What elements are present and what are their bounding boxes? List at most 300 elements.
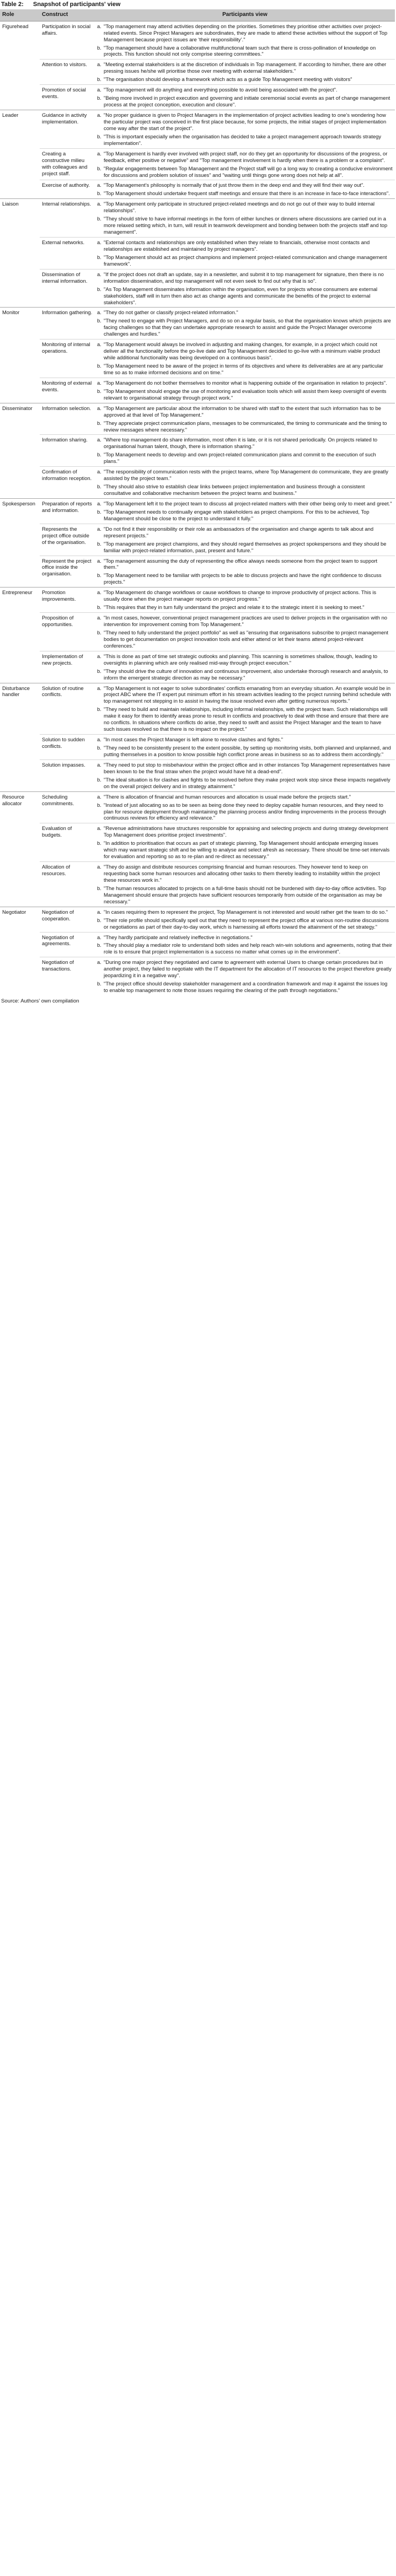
point-text: "They hardly participate and relatively ineffective in negotiations."	[104, 934, 253, 940]
participants-view-cell	[95, 957, 395, 995]
point-marker: b.	[97, 776, 101, 783]
view-point	[97, 388, 393, 401]
participants-view-cell	[95, 735, 395, 760]
table-row	[0, 524, 395, 556]
point-marker: a.	[97, 87, 101, 93]
point-text: "Revenue administrations have structures responsible for appraising and selecting projects and during strategy development Top Management does prioritise project investments".	[104, 825, 388, 838]
point-text: "This is done as part of time set strategic outlooks and planning. This scanning is sometimes shallow, though, leading to oversights in planning which are only realised mid-way through project execution."	[104, 653, 378, 666]
construct-cell: Scheduling commitments.	[40, 791, 95, 823]
point-marker: a.	[97, 112, 101, 118]
role-cell	[0, 85, 40, 110]
header-role: Role	[0, 9, 40, 21]
point-marker: b.	[97, 629, 101, 635]
view-point	[97, 215, 393, 235]
view-point	[97, 589, 393, 602]
point-marker: a.	[97, 557, 101, 564]
construct-cell: Preparation of reports and information.	[40, 498, 95, 524]
view-point	[97, 500, 393, 507]
point-text: "They should strive to have informal meetings in the form of either lunches or dinners where discussions are carried out in a more relaxed setting which, in turn, will result in teamwork development and bonding between both the projects staff and top management".	[104, 215, 388, 235]
construct-cell: Information sharing.	[40, 435, 95, 467]
point-text: "If the project does not draft an update, say in a newsletter, and submit it to top management for signature, then there is no information dissemination, and top management will not even seek to find out why that is so".	[104, 271, 384, 284]
point-text: "They need to put stop to misbehaviour within the project office and in other instances Top Management representatives have been known to be the final straw when the project would have hit a dead-end".	[104, 761, 390, 774]
source-note: Source: Authors’ own compilation	[1, 998, 79, 1004]
view-point	[97, 840, 393, 860]
construct-cell: External networks.	[40, 238, 95, 270]
table-label: Table 2:	[1, 1, 24, 8]
participants-view-cell	[95, 378, 395, 403]
construct-cell: Implementation of new projects.	[40, 651, 95, 683]
table-row	[0, 862, 395, 907]
participants-view-cell	[95, 907, 395, 932]
point-text: "In most cases, however, conventional project management practices are used to deliver projects in the organisation with no intervention for improvement coming from Top Management."	[104, 615, 388, 627]
participants-view-cell	[95, 148, 395, 180]
point-text: "They do not gather or classify project-related information."	[104, 309, 238, 316]
point-text: "Top Management do change workflows or cause workflows to change to improve productivity of project actions. This is usually done when the project manager reports on project progress."	[104, 589, 377, 602]
table-row	[0, 199, 395, 238]
participants-view-cell	[95, 199, 395, 238]
table-row	[0, 110, 395, 149]
point-marker: b.	[97, 604, 101, 611]
view-point	[97, 363, 393, 376]
view-point	[97, 604, 393, 611]
construct-cell: Information selection.	[40, 403, 95, 435]
point-text: "In cases requiring them to represent the project, Top Management is not interested and would rather get the team to do so."	[104, 908, 388, 915]
point-marker: a.	[97, 271, 101, 277]
point-marker: a.	[97, 61, 101, 68]
table-row	[0, 21, 395, 60]
point-text: "Top Management needs to continually engage with stakeholders as project champions. For this to be achieved, Top Management should be close to the project to understand it fully."	[104, 508, 370, 521]
point-text: "Top Management should act as project champions and implement project-related communication and change management framework".	[104, 254, 387, 267]
participants-view-cell	[95, 85, 395, 110]
view-point	[97, 87, 393, 93]
point-marker: a.	[97, 685, 101, 691]
construct-cell: Exercise of authority.	[40, 180, 95, 199]
role-cell	[0, 957, 40, 995]
table-row	[0, 180, 395, 199]
view-point	[97, 802, 393, 822]
view-point	[97, 45, 393, 58]
point-text: "They need to fully understand the project portfolio" as well as "ensuring that organisations subscribe to project management bodies to get documentation on project innovation tools and either attend or let their teams attend project-relevant conferences."	[104, 629, 389, 649]
construct-cell: Negotiation of transactions.	[40, 957, 95, 995]
view-point	[97, 436, 393, 450]
point-marker: b.	[97, 706, 101, 713]
participants-view-cell	[95, 556, 395, 588]
point-marker: b.	[97, 483, 101, 490]
construct-cell: Represents the project office outside of the organisation.	[40, 524, 95, 556]
view-point	[97, 254, 393, 267]
role-cell: Liaison	[0, 199, 40, 238]
construct-cell: Guidance in activity implementation.	[40, 110, 95, 149]
point-marker: a.	[97, 959, 101, 966]
point-text: "They need to build and maintain relationships, including informal relationships, with the project team. Such relationships will make it easy for them to identify areas prone to result in conflicts and proactively to deal with those and ensure that there are no conflicts. In situations where conflicts do arise, they need to swift and assist the Project Manager and the team to have such issues resolved so that there is no impact on the project."	[104, 706, 389, 732]
table-row	[0, 403, 395, 435]
view-point	[97, 483, 393, 497]
role-cell	[0, 435, 40, 467]
table-row	[0, 148, 395, 180]
role-cell	[0, 378, 40, 403]
view-point	[97, 825, 393, 838]
point-text: "As Top Management disseminates information within the organisation, even for projects whose consumers are external stakeholders, staff will in turn then also act as change agents and communicate the benefits of the project to external stakeholders".	[104, 285, 378, 305]
point-marker: b.	[97, 885, 101, 891]
role-cell	[0, 339, 40, 378]
point-text: "Do not find it their responsibility or their role as ambassadors of the organisation and change agents to talk about and represent projects."	[104, 525, 374, 538]
table-row	[0, 467, 395, 499]
point-marker: a.	[97, 908, 101, 915]
view-point	[97, 509, 393, 522]
point-text: "Top Management do not bother themselves to monitor what is happening outside of the organisation in relation to projects".	[104, 379, 387, 386]
role-cell	[0, 932, 40, 957]
point-text: "Top management assuming the duty of representing the office always needs someone from the project team to support them."	[104, 557, 378, 570]
point-marker: a.	[97, 182, 101, 188]
point-marker: b.	[97, 572, 101, 579]
point-marker: b.	[97, 419, 101, 426]
point-marker: b.	[97, 942, 101, 949]
participants-view-cell	[95, 651, 395, 683]
point-text: "Top Management’s philosophy is normally that of just throw them in the deep end and they will find their way out".	[104, 182, 365, 188]
view-point	[97, 668, 393, 681]
construct-cell: Promotion improvements.	[40, 588, 95, 613]
table-row	[0, 85, 395, 110]
participants-view-cell	[95, 823, 395, 862]
participants-view-cell	[95, 308, 395, 339]
point-marker: b.	[97, 540, 101, 547]
view-point	[97, 885, 393, 905]
header-participants-view: Participants view	[95, 9, 395, 21]
view-point	[97, 76, 393, 83]
view-point	[97, 112, 393, 132]
view-point	[97, 685, 393, 705]
point-text: "Top Management should undertake frequent staff meetings and ensure that there is an increase in face-to-face interactions".	[104, 190, 390, 197]
point-marker: b.	[97, 76, 101, 83]
point-text: "External contacts and relationships are only established when they relate to financials, otherwise most contacts and relationships are established and maintained by project managers".	[104, 239, 370, 252]
point-marker: b.	[97, 387, 101, 394]
point-marker: a.	[97, 934, 101, 940]
construct-cell: Attention to visitors.	[40, 60, 95, 85]
point-text: "They do assign and distribute resources comprising financial and human resources. They however tend to keep on requesting back some human resources and allocating other tasks to them thereby leading to instability within the project these resources work in."	[104, 864, 380, 883]
point-text: "The human resources allocated to projects on a full-time basis should not be burdened with day-to-day office activities. Top Management should ensure that projects have sufficient resources temporarily from outside of the organisation as may be necessary."	[104, 885, 387, 904]
point-text: "The organisation should develop a framework which acts as a guide Top Management meeting with visitors"	[104, 76, 352, 83]
participants-view-cell	[95, 613, 395, 651]
participants-view-cell	[95, 862, 395, 907]
construct-cell: Proposition of opportunities.	[40, 613, 95, 651]
point-marker: a.	[97, 761, 101, 768]
view-point	[97, 190, 393, 197]
view-point	[97, 934, 393, 941]
point-marker: b.	[97, 508, 101, 515]
construct-cell: Confirmation of information reception.	[40, 467, 95, 499]
construct-cell: Creating a constructive milieu with colleagues and project staff.	[40, 148, 95, 180]
role-cell: Entrepreneur	[0, 588, 40, 613]
point-marker: a.	[97, 379, 101, 386]
point-marker: b.	[97, 363, 101, 369]
participants-view-cell	[95, 498, 395, 524]
construct-cell: Solution to sudden conflicts.	[40, 735, 95, 760]
role-cell: Disseminator	[0, 403, 40, 435]
view-point	[97, 736, 393, 743]
participants-view-cell	[95, 21, 395, 60]
point-marker: a.	[97, 736, 101, 743]
view-point	[97, 133, 393, 147]
role-cell	[0, 862, 40, 907]
point-marker: a.	[97, 436, 101, 443]
view-point	[97, 451, 393, 465]
table-row	[0, 269, 395, 308]
table-row	[0, 759, 395, 791]
role-cell: Resource allocator	[0, 791, 40, 823]
point-text: "Where top management do share information, most often it is late, or it is not shared periodically. On projects related to organisational human talent, though, there is information sharing."	[104, 436, 378, 450]
point-text: "Top management will do anything and everything possible to avoid being associated with the project".	[104, 87, 338, 93]
construct-cell: Evaluation of budgets.	[40, 823, 95, 862]
view-point	[97, 615, 393, 628]
construct-cell: Monitoring of external events.	[40, 378, 95, 403]
point-text: "They need to engage with Project Managers, and do so on a regular basis, so that the organisation knows which projects are facing challenges so that they can undertake appropriate research to assist and guide the Project Manager overcome challenges and hurdles."	[104, 317, 391, 337]
point-marker: b.	[97, 254, 101, 260]
table-row	[0, 588, 395, 613]
view-point	[97, 317, 393, 337]
role-cell	[0, 651, 40, 683]
participants-view-cell	[95, 759, 395, 791]
point-text: "Top management should have a collaborative multifunctional team such that there is cross-pollination of knowledge on projects. This function should not only comprise steering committees."	[104, 44, 376, 57]
table-row	[0, 339, 395, 378]
role-cell	[0, 148, 40, 180]
role-cell	[0, 60, 40, 85]
construct-cell: Monitoring of internal operations.	[40, 339, 95, 378]
point-text: "Top Management need to be aware of the project in terms of its objectives and where its deliverables are at any particular time so as to make informed decisions and on time."	[104, 363, 383, 375]
view-point	[97, 745, 393, 758]
point-text: "Their role profile should specifically spell out that they need to represent the project office at various non-routine discussions or negotiations as part of their day-to-day work, which is harnessing all efforts toward the attainment of the set strategy."	[104, 917, 389, 930]
view-point	[97, 23, 393, 43]
point-marker: a.	[97, 615, 101, 621]
table-caption	[0, 1, 396, 9]
point-text: "Top Management needs to develop and own project-related communication plans and commit to the execution of such plans."	[104, 451, 376, 465]
point-text: "Meeting external stakeholders is at the discretion of individuals in Top management. If according to him/her, there are other pressing issues he/she will prioritise those over meeting with external stakeholders."	[104, 61, 387, 74]
point-text: "They should drive the culture of innovation and continuous improvement, also undertake thorough research and analysis, to inform the emergent strategic direction as may be necessary."	[104, 667, 388, 681]
role-cell	[0, 524, 40, 556]
point-marker: b.	[97, 95, 101, 101]
point-text: "Regular engagements between Top Management and the Project staff will go a long way to creating a conducive environment for discussions and problem solution of issues" and "waiting until things gone wrong does not help at all".	[104, 165, 393, 178]
construct-cell: Promotion of social events.	[40, 85, 95, 110]
table-row	[0, 957, 395, 995]
point-marker: b.	[97, 667, 101, 674]
participants-view-cell	[95, 467, 395, 499]
view-point	[97, 777, 393, 790]
point-marker: b.	[97, 190, 101, 197]
role-cell	[0, 269, 40, 308]
point-text: "Top Management are particular about the information to be shared with staff to the extent that such information has to be approved at that level of Top Management."	[104, 405, 381, 418]
construct-cell: Represent the project office inside the organisation.	[40, 556, 95, 588]
construct-cell: Allocation of resources.	[40, 862, 95, 907]
point-text: "They should also strive to establish clear links between project implementation and business through a consistent consultative and collaborative mechanism between the project teams and business."	[104, 483, 365, 496]
role-cell: Spokesperson	[0, 498, 40, 524]
role-cell	[0, 180, 40, 199]
participants-view-cell	[95, 180, 395, 199]
role-cell: Leader	[0, 110, 40, 149]
point-text: "In most cases the Project Manager is left alone to resolve clashes and fights."	[104, 736, 283, 743]
role-cell: Negotiator	[0, 907, 40, 932]
table-row	[0, 735, 395, 760]
participants-view-cell	[95, 110, 395, 149]
participants-view-cell	[95, 238, 395, 270]
point-marker: a.	[97, 23, 101, 29]
construct-cell: Solution of routine conflicts.	[40, 683, 95, 735]
view-point	[97, 942, 393, 955]
table-row	[0, 683, 395, 735]
point-text: "They appreciate project communication plans, messages to be communicated, the timing to communicate and the timing to review messages where necessary."	[104, 419, 387, 433]
construct-cell: Participation in social affairs.	[42, 23, 91, 36]
point-text: "There is allocation of financial and human resources and allocation is usual made before the projects start."	[104, 793, 351, 800]
point-marker: b.	[97, 317, 101, 324]
construct-cell: Internal relationships.	[40, 199, 95, 238]
point-marker: a.	[97, 864, 101, 870]
point-text: "This is important especially when the organisation has decided to take a project management approach towards strategy implementation".	[104, 133, 382, 146]
point-marker: b.	[97, 980, 101, 987]
view-point	[97, 165, 393, 179]
participants-view-cell	[95, 435, 395, 467]
role-cell: Monitor	[0, 308, 40, 339]
point-marker: b.	[97, 133, 101, 139]
participants-view-cell	[95, 588, 395, 613]
view-point	[97, 420, 393, 433]
view-point	[97, 526, 393, 539]
role-cell	[0, 556, 40, 588]
construct-cell: Negotiation of cooperation.	[40, 907, 95, 932]
point-text: "No proper guidance is given to Project Managers in the implementation of project activities leading to one’s wondering how the particular project was conceived in the first place because, for some projects, the initial stages of project implementation come way after the start of the project".	[104, 112, 387, 131]
construct-cell: Solution impasses.	[40, 759, 95, 791]
view-point	[97, 201, 393, 214]
view-point	[97, 629, 393, 649]
view-point	[97, 794, 393, 800]
point-text: "They need to be consistently present to the extent possible, by setting up monitoring visits, both planned and unplanned, and putting themselves in a position to know possible high conflict prone areas in business so as to address them accordingly."	[104, 745, 391, 757]
point-text: "In addition to prioritisation that occurs as part of strategic planning, Top Management should anticipate emerging issues which may warrant strategic shift and be willing to analyse and select afresh as necessary. There should be time-set intervals for evaluation and reporting so as to re-plan and re-direct as necessary."	[104, 840, 390, 860]
view-point	[97, 95, 393, 108]
table-row	[0, 932, 395, 957]
table-row	[0, 823, 395, 862]
view-point	[97, 150, 393, 164]
point-marker: a.	[97, 341, 101, 348]
point-text: "Top Management would always be involved in adjusting and making changes, for example, in a project which could not deliver all the functionality before the go-live date and Top Management decided to go-live with a minimum viable product while additional functionality was being developed on a continuous basis".	[104, 341, 381, 361]
construct-cell: Information gathering.	[40, 308, 95, 339]
view-point	[97, 864, 393, 883]
view-point	[97, 653, 393, 666]
point-marker: a.	[97, 825, 101, 832]
page	[0, 0, 396, 1007]
table-row	[0, 498, 395, 524]
point-text: "They should play a mediator role to understand both sides and help reach win-win solutions and agreements, noting that their role is to ensure that project implementation is a success no matter what comes up in the environment".	[104, 942, 392, 955]
view-point	[97, 61, 393, 74]
table-row	[0, 378, 395, 403]
table-title: Snapshot of participants' view	[33, 1, 121, 8]
construct-cell: Dissemination of internal information.	[40, 269, 95, 308]
participants-view-cell	[95, 403, 395, 435]
role-cell	[0, 735, 40, 760]
construct-cell: Negotiation of agreements.	[40, 932, 95, 957]
table-row	[0, 791, 395, 823]
table-row	[0, 238, 395, 270]
point-text: "Top Management is hardly ever involved with project staff, nor do they get an opportunity for discussions of the progress, or feedback, either positive or negative" and "Top management involvement is hardly when there is a problem or a complaint".	[104, 150, 388, 163]
point-text: "This requires that they in turn fully understand the project and relate it to the strategic intent it is seeking to meet."	[104, 604, 365, 611]
role-cell	[0, 467, 40, 499]
role-cell: Disturbance handler	[0, 683, 40, 735]
participants-view-table	[0, 9, 395, 995]
view-point	[97, 309, 393, 316]
point-marker: b.	[97, 215, 101, 222]
view-point	[97, 380, 393, 386]
point-text: "Top management may attend activities depending on the priorities. Sometimes they prioritise other activities over project-related events. Since Project Managers are subordinates, they are made to attend these activities without the support of Top Management because project issues are ‘their responsibility’."	[104, 23, 388, 42]
participants-view-cell	[95, 60, 395, 85]
view-point	[97, 706, 393, 732]
view-point	[97, 572, 393, 585]
point-marker: a.	[97, 793, 101, 800]
point-marker: b.	[97, 745, 101, 751]
point-text: "During one major project they negotiated and came to agreement with external Users to change certain procedures but in another project, they failed to negotiate with the IT department for the allocation of IT resources to the project therefore greatly jeopardizing it in a negative way".	[104, 959, 392, 979]
participants-view-cell	[95, 791, 395, 823]
view-point	[97, 541, 393, 554]
point-marker: b.	[97, 451, 101, 458]
point-text: "Top management are project champions, and they should regard themselves as project spokespersons and they should be familiar with project-related information, past, present and future."	[104, 540, 387, 553]
table-row	[0, 651, 395, 683]
point-text: "Top Management should engage the use of monitoring and evaluation tools which will assist them keep oversight of events relevant to organisational strategy through project work."	[104, 387, 387, 401]
role-cell	[0, 823, 40, 862]
point-marker: b.	[97, 917, 101, 923]
role-cell	[0, 238, 40, 270]
point-text: "Instead of just allocating so as to be seen as being done they need to deploy capable human resources, and they need to plan for resource deployment through maintaining the planning process and/or finding improvements in the process through continuous reviews for efficiency and relevance."	[104, 801, 386, 821]
role-cell	[0, 759, 40, 791]
point-text: "Top Management need to be familiar with projects to be able to discuss projects and have the right confidence to discuss projects."	[104, 572, 382, 585]
view-point	[97, 271, 393, 284]
point-text: "Top Management left it to the project team to discuss all project-related matters with their other being only to meet and greet."	[104, 500, 392, 506]
table-row	[0, 907, 395, 932]
point-marker: a.	[97, 239, 101, 245]
view-point	[97, 239, 393, 252]
view-point	[97, 917, 393, 930]
point-text: "The responsibility of communication rests with the project teams, where Top Management do communicate, they are greatly assisted by the project team."	[104, 468, 388, 482]
view-point	[97, 959, 393, 979]
point-marker: a.	[97, 150, 101, 157]
point-text: "Top Management only participate in structured project-related meetings and do not go out of their way to build internal relationships".	[104, 201, 375, 214]
point-marker: b.	[97, 44, 101, 51]
point-marker: b.	[97, 840, 101, 847]
view-point	[97, 980, 393, 994]
view-point	[97, 762, 393, 775]
point-text: "Top Management is not eager to solve subordinates’ conflicts emanating from an everyday situation. An example would be in project ABC where the IT expert put minimum effort in his stream activities leading to the project running behind schedule with top management not stepping in to assist in having the issue resolved even after getting numerous reports."	[104, 685, 391, 704]
table-row	[0, 613, 395, 651]
point-text: "The ideal situation is for clashes and fights to be resolved before they make project work stop since these impacts negatively on the overall project delivery and in strategy attainment."	[104, 776, 390, 789]
view-point	[97, 182, 393, 188]
point-marker: a.	[97, 525, 101, 532]
table-row	[0, 60, 395, 85]
view-point	[97, 468, 393, 482]
point-marker: a.	[97, 589, 101, 596]
point-marker: a.	[97, 500, 101, 506]
table-row	[0, 435, 395, 467]
point-marker: a.	[97, 405, 101, 411]
point-marker: a.	[97, 309, 101, 316]
table-row	[0, 556, 395, 588]
point-marker: a.	[97, 201, 101, 207]
point-text: "Being more involved in project execution and governing and initiate ceremonial social events as part of change management process at the project conception, execution and closure".	[104, 95, 390, 108]
point-marker: b.	[97, 165, 101, 171]
point-marker: b.	[97, 285, 101, 292]
view-point	[97, 558, 393, 571]
point-text: "The project office should develop stakeholder management and a coordination framework and map it against the issues log to enable top management to note those issues requiring the clearing of the path through negotiations."	[104, 980, 388, 994]
participants-view-cell	[95, 269, 395, 308]
participants-view-cell	[95, 339, 395, 378]
role-cell: Figurehead	[2, 23, 29, 29]
table-body	[0, 21, 395, 995]
participants-view-cell	[95, 683, 395, 735]
point-marker: a.	[97, 653, 101, 659]
table-row	[0, 308, 395, 339]
